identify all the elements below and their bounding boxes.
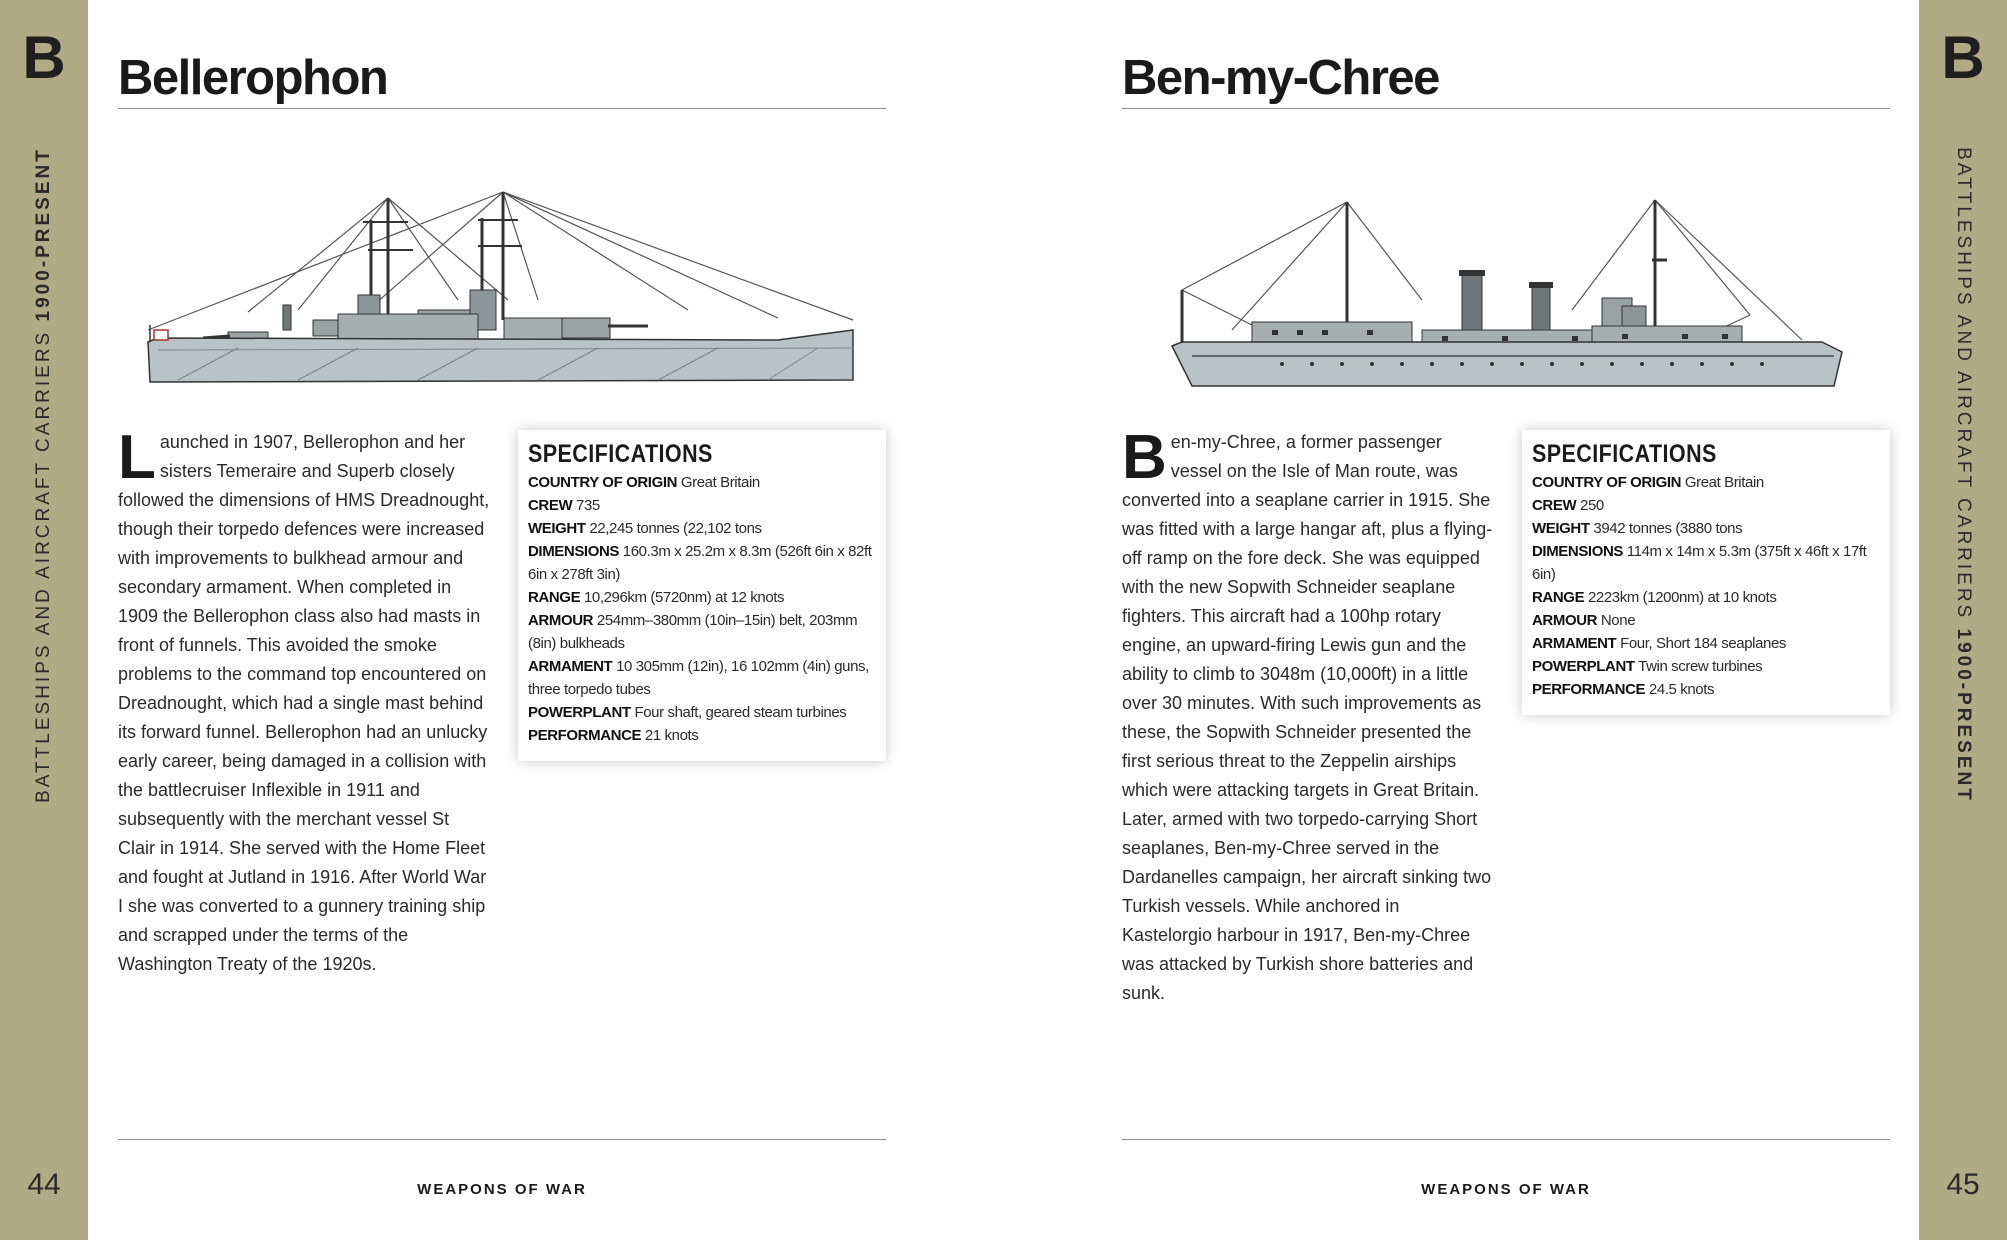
spec-label: WEIGHT (1532, 519, 1590, 537)
spec-row-performance (528, 724, 876, 747)
spec-row-crew (528, 494, 876, 517)
specifications-box (1522, 430, 1890, 715)
spec-label: DIMENSIONS (528, 542, 620, 560)
footer-book-title: WEAPONS OF WAR (1421, 1181, 1591, 1198)
running-header-vertical (33, 147, 55, 803)
spec-label: RANGE (528, 588, 581, 606)
right-page (1122, 0, 1890, 1240)
running-header-era: 1900-PRESENT (1953, 628, 1974, 803)
specifications-box (518, 430, 886, 761)
spec-label: POWERPLANT (1532, 657, 1635, 675)
spec-row-powerplant (528, 701, 876, 724)
spec-row-crew (1532, 494, 1880, 517)
page-number: 45 (1946, 1168, 1980, 1201)
spec-row-range (528, 586, 876, 609)
spec-label: DIMENSIONS (1532, 542, 1624, 560)
spec-value: 3942 tonnes (3880 tons (1593, 519, 1743, 537)
footer-book-title: WEAPONS OF WAR (417, 1181, 587, 1198)
spec-value: Four shaft, geared steam turbines (634, 703, 847, 721)
spec-row-country (528, 471, 876, 494)
body-paragraph: aunched in 1907, Bellerophon and her sisters Temeraire and Superb closely followed the dimensions of HMS Dreadnought, though their torpedo defences were increased with improvements to bulkhead armour and secondary armament. When completed in 1909 the Bellerophon class also had masts in front of funnels. This avoided the smoke problems to the command top encountered on Dreadnought, which had a single mast behind its forward funnel. Bellerophon had an unlucky early career, being damaged in a collision with the battlecruiser Inflexible in 1911 and subsequently with the merchant vessel St Clair in 1914. She served with the Home Fleet and fought at Jutland in 1916. After World War I she was converted to a gunnery training ship and scrapped under the terms of the Washington Treaty of the 1920s. (118, 432, 490, 974)
spec-label: ARMOUR (1532, 611, 1598, 629)
spec-row-armour (528, 609, 876, 655)
entry-title: Bellerophon (118, 51, 388, 105)
spec-row-dimensions (1532, 540, 1880, 586)
spec-label: CREW (1532, 496, 1577, 514)
spec-value: 21 knots (644, 726, 699, 744)
spec-label: RANGE (1532, 588, 1585, 606)
entry-title: Ben-my-Chree (1122, 51, 1439, 105)
bellerophon-ship-illustration (118, 180, 886, 400)
spec-value: 250 (1580, 496, 1604, 514)
spec-row-weight (528, 517, 876, 540)
spec-value: 735 (576, 496, 600, 514)
spec-value: Great Britain (1684, 473, 1764, 491)
spec-row-armament (528, 655, 876, 701)
left-page (118, 0, 886, 1240)
footer-divider (118, 1139, 886, 1140)
entry-body-text (1122, 423, 1494, 1008)
spec-value: 10,296km (5720nm) at 12 knots (583, 588, 785, 606)
running-header-text: BATTLESHIPS AND AIRCRAFT CARRIERS (33, 321, 54, 803)
specifications-heading: SPECIFICATIONS (528, 440, 713, 468)
drop-cap: L (118, 423, 156, 492)
spec-value: 160.3m x 25.2m x 8.3m (526ft 6in x 82ft 6in x 278ft 3in) (528, 542, 872, 583)
spec-row-range (1532, 586, 1880, 609)
spec-row-performance (1532, 678, 1880, 701)
section-letter: B (22, 24, 66, 91)
spec-label: WEIGHT (528, 519, 586, 537)
specifications-heading: SPECIFICATIONS (1532, 440, 1717, 468)
spec-label: COUNTRY OF ORIGIN (1532, 473, 1682, 491)
spec-row-powerplant (1532, 655, 1880, 678)
drop-cap: B (1122, 423, 1167, 492)
spec-value: Great Britain (680, 473, 760, 491)
spec-label: POWERPLANT (528, 703, 631, 721)
page-number: 44 (27, 1168, 61, 1201)
spec-value: None (1600, 611, 1636, 629)
left-side-band (0, 0, 88, 1240)
entry-body-text (118, 423, 490, 979)
spec-label: PERFORMANCE (528, 726, 642, 744)
spec-value: Twin screw turbines (1638, 657, 1763, 675)
spec-value: 10 305mm (12in), 16 102mm (4in) guns, three torpedo tubes (528, 657, 869, 698)
running-header-vertical (1952, 147, 1974, 803)
spec-row-dimensions (528, 540, 876, 586)
spec-label: PERFORMANCE (1532, 680, 1646, 698)
spec-value: 2223km (1200nm) at 10 knots (1587, 588, 1777, 606)
spec-row-weight (1532, 517, 1880, 540)
spec-value: 24.5 knots (1648, 680, 1715, 698)
spec-label: CREW (528, 496, 573, 514)
footer-divider (1122, 1139, 1890, 1140)
spec-label: ARMAMENT (1532, 634, 1617, 652)
spec-row-country (1532, 471, 1880, 494)
spec-label: ARMOUR (528, 611, 594, 629)
running-header-text: BATTLESHIPS AND AIRCRAFT CARRIERS (1953, 147, 1974, 629)
ben-my-chree-ship-illustration (1122, 180, 1890, 400)
section-letter: B (1941, 24, 1985, 91)
running-header-era: 1900-PRESENT (33, 147, 54, 322)
spec-value: Four, Short 184 seaplanes (1620, 634, 1787, 652)
body-paragraph: en-my-Chree, a former passenger vessel on the Isle of Man route, was converted into a seaplane carrier in 1915. She was fitted with a large hangar aft, plus a flying-off ramp on the fore deck. She was equipped with the new Sopwith Schneider seaplane fighters. This aircraft had a 100hp rotary engine, an upward-firing Lewis gun and the ability to climb to 3048m (10,000ft) in a little over 30 minutes. With such improvements as these, the Sopwith Schneider presented the first serious threat to the Zeppelin airships which were attacking targets in Great Britain. Later, armed with two torpedo-carrying Short seaplanes, Ben-my-Chree served in the Dardanelles campaign, her aircraft sinking two Turkish vessels. While anchored in Kastelorgio harbour in 1917, Ben-my-Chree was attacked by Turkish shore batteries and sunk. (1122, 432, 1493, 1003)
spec-label: COUNTRY OF ORIGIN (528, 473, 678, 491)
spec-row-armour (1532, 609, 1880, 632)
title-divider (1122, 108, 1890, 109)
spec-value: 22,245 tonnes (22,102 tons (589, 519, 762, 537)
spec-label: ARMAMENT (528, 657, 613, 675)
title-divider (118, 108, 886, 109)
spec-row-armament (1532, 632, 1880, 655)
spec-value: 114m x 14m x 5.3m (375ft x 46ft x 17ft 6in) (1532, 542, 1867, 583)
spec-value: 254mm–380mm (10in–15in) belt, 203mm (8in) bulkheads (528, 611, 858, 652)
right-side-band (1919, 0, 2007, 1240)
